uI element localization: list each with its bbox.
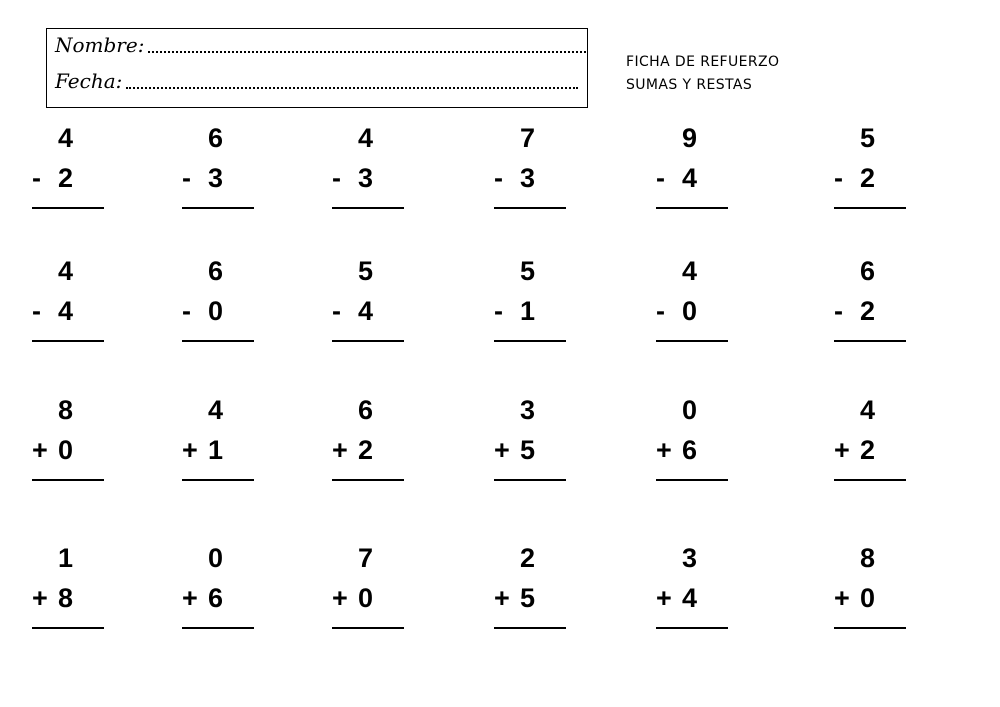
answer-line[interactable]	[834, 627, 906, 629]
problem-bottom-number: 0	[358, 583, 374, 613]
problem-top-number: 5	[520, 256, 536, 286]
answer-line[interactable]	[834, 479, 906, 481]
problem-bottom-number: 6	[682, 435, 698, 465]
problem-bottom-number: 4	[682, 583, 698, 613]
minus-sign: -	[494, 296, 503, 326]
answer-line[interactable]	[332, 207, 404, 209]
problem-bottom-number: 2	[860, 435, 876, 465]
name-date-box	[46, 28, 588, 108]
problem-top-number: 9	[682, 123, 698, 153]
answer-line[interactable]	[32, 627, 104, 629]
problem-bottom-number: 8	[58, 583, 74, 613]
answer-line[interactable]	[182, 207, 254, 209]
answer-line[interactable]	[332, 479, 404, 481]
fecha-line[interactable]	[55, 69, 578, 93]
plus-sign: +	[182, 435, 198, 465]
nombre-fill-line[interactable]	[148, 50, 586, 53]
plus-sign: +	[656, 435, 672, 465]
nombre-line[interactable]	[55, 33, 586, 57]
minus-sign: -	[182, 296, 191, 326]
minus-sign: -	[494, 163, 503, 193]
problem-bottom-number: 4	[682, 163, 698, 193]
problem-bottom-number: 0	[682, 296, 698, 326]
problem-bottom-number: 3	[208, 163, 224, 193]
problem-top-number: 8	[58, 395, 74, 425]
worksheet-title: FICHA DE REFUERZO	[626, 54, 780, 70]
fecha-fill-line[interactable]	[126, 86, 578, 89]
problem-bottom-number: 5	[520, 435, 536, 465]
problem-top-number: 4	[208, 395, 224, 425]
answer-line[interactable]	[656, 627, 728, 629]
problem-top-number: 3	[520, 395, 536, 425]
problem-top-number: 4	[358, 123, 374, 153]
problem-bottom-number: 0	[860, 583, 876, 613]
problem-top-number: 6	[860, 256, 876, 286]
problem-top-number: 0	[682, 395, 698, 425]
plus-sign: +	[32, 583, 48, 613]
answer-line[interactable]	[332, 340, 404, 342]
answer-line[interactable]	[332, 627, 404, 629]
problem-bottom-number: 6	[208, 583, 224, 613]
problem-top-number: 5	[860, 123, 876, 153]
answer-line[interactable]	[656, 479, 728, 481]
problem-top-number: 6	[358, 395, 374, 425]
answer-line[interactable]	[834, 340, 906, 342]
problem-top-number: 4	[58, 123, 74, 153]
minus-sign: -	[656, 163, 665, 193]
answer-line[interactable]	[656, 340, 728, 342]
worksheet-subtitle: SUMAS Y RESTAS	[626, 77, 753, 93]
minus-sign: -	[834, 296, 843, 326]
minus-sign: -	[32, 163, 41, 193]
minus-sign: -	[332, 296, 341, 326]
minus-sign: -	[32, 296, 41, 326]
plus-sign: +	[656, 583, 672, 613]
problem-top-number: 6	[208, 256, 224, 286]
plus-sign: +	[182, 583, 198, 613]
problem-top-number: 7	[358, 543, 374, 573]
problem-bottom-number: 3	[358, 163, 374, 193]
answer-line[interactable]	[494, 479, 566, 481]
answer-line[interactable]	[32, 340, 104, 342]
problem-bottom-number: 1	[208, 435, 224, 465]
answer-line[interactable]	[834, 207, 906, 209]
problem-bottom-number: 1	[520, 296, 536, 326]
problem-top-number: 3	[682, 543, 698, 573]
problem-bottom-number: 2	[358, 435, 374, 465]
fecha-label: Fecha:	[55, 69, 123, 93]
problem-bottom-number: 4	[358, 296, 374, 326]
plus-sign: +	[834, 583, 850, 613]
problem-top-number: 4	[682, 256, 698, 286]
answer-line[interactable]	[32, 207, 104, 209]
problem-top-number: 6	[208, 123, 224, 153]
minus-sign: -	[182, 163, 191, 193]
nombre-label: Nombre:	[55, 33, 145, 57]
problem-bottom-number: 0	[208, 296, 224, 326]
plus-sign: +	[834, 435, 850, 465]
minus-sign: -	[332, 163, 341, 193]
problem-bottom-number: 2	[860, 163, 876, 193]
plus-sign: +	[332, 583, 348, 613]
problem-bottom-number: 2	[58, 163, 74, 193]
problem-bottom-number: 5	[520, 583, 536, 613]
problem-top-number: 4	[860, 395, 876, 425]
plus-sign: +	[494, 583, 510, 613]
answer-line[interactable]	[182, 340, 254, 342]
problem-top-number: 0	[208, 543, 224, 573]
problem-top-number: 7	[520, 123, 536, 153]
problem-top-number: 1	[58, 543, 74, 573]
problem-bottom-number: 3	[520, 163, 536, 193]
problem-bottom-number: 0	[58, 435, 74, 465]
problem-top-number: 5	[358, 256, 374, 286]
answer-line[interactable]	[494, 340, 566, 342]
answer-line[interactable]	[32, 479, 104, 481]
plus-sign: +	[32, 435, 48, 465]
answer-line[interactable]	[494, 207, 566, 209]
answer-line[interactable]	[182, 479, 254, 481]
minus-sign: -	[656, 296, 665, 326]
plus-sign: +	[494, 435, 510, 465]
problem-top-number: 8	[860, 543, 876, 573]
problem-bottom-number: 4	[58, 296, 74, 326]
answer-line[interactable]	[656, 207, 728, 209]
problem-top-number: 2	[520, 543, 536, 573]
problem-top-number: 4	[58, 256, 74, 286]
minus-sign: -	[834, 163, 843, 193]
problem-bottom-number: 2	[860, 296, 876, 326]
plus-sign: +	[332, 435, 348, 465]
answer-line[interactable]	[182, 627, 254, 629]
answer-line[interactable]	[494, 627, 566, 629]
